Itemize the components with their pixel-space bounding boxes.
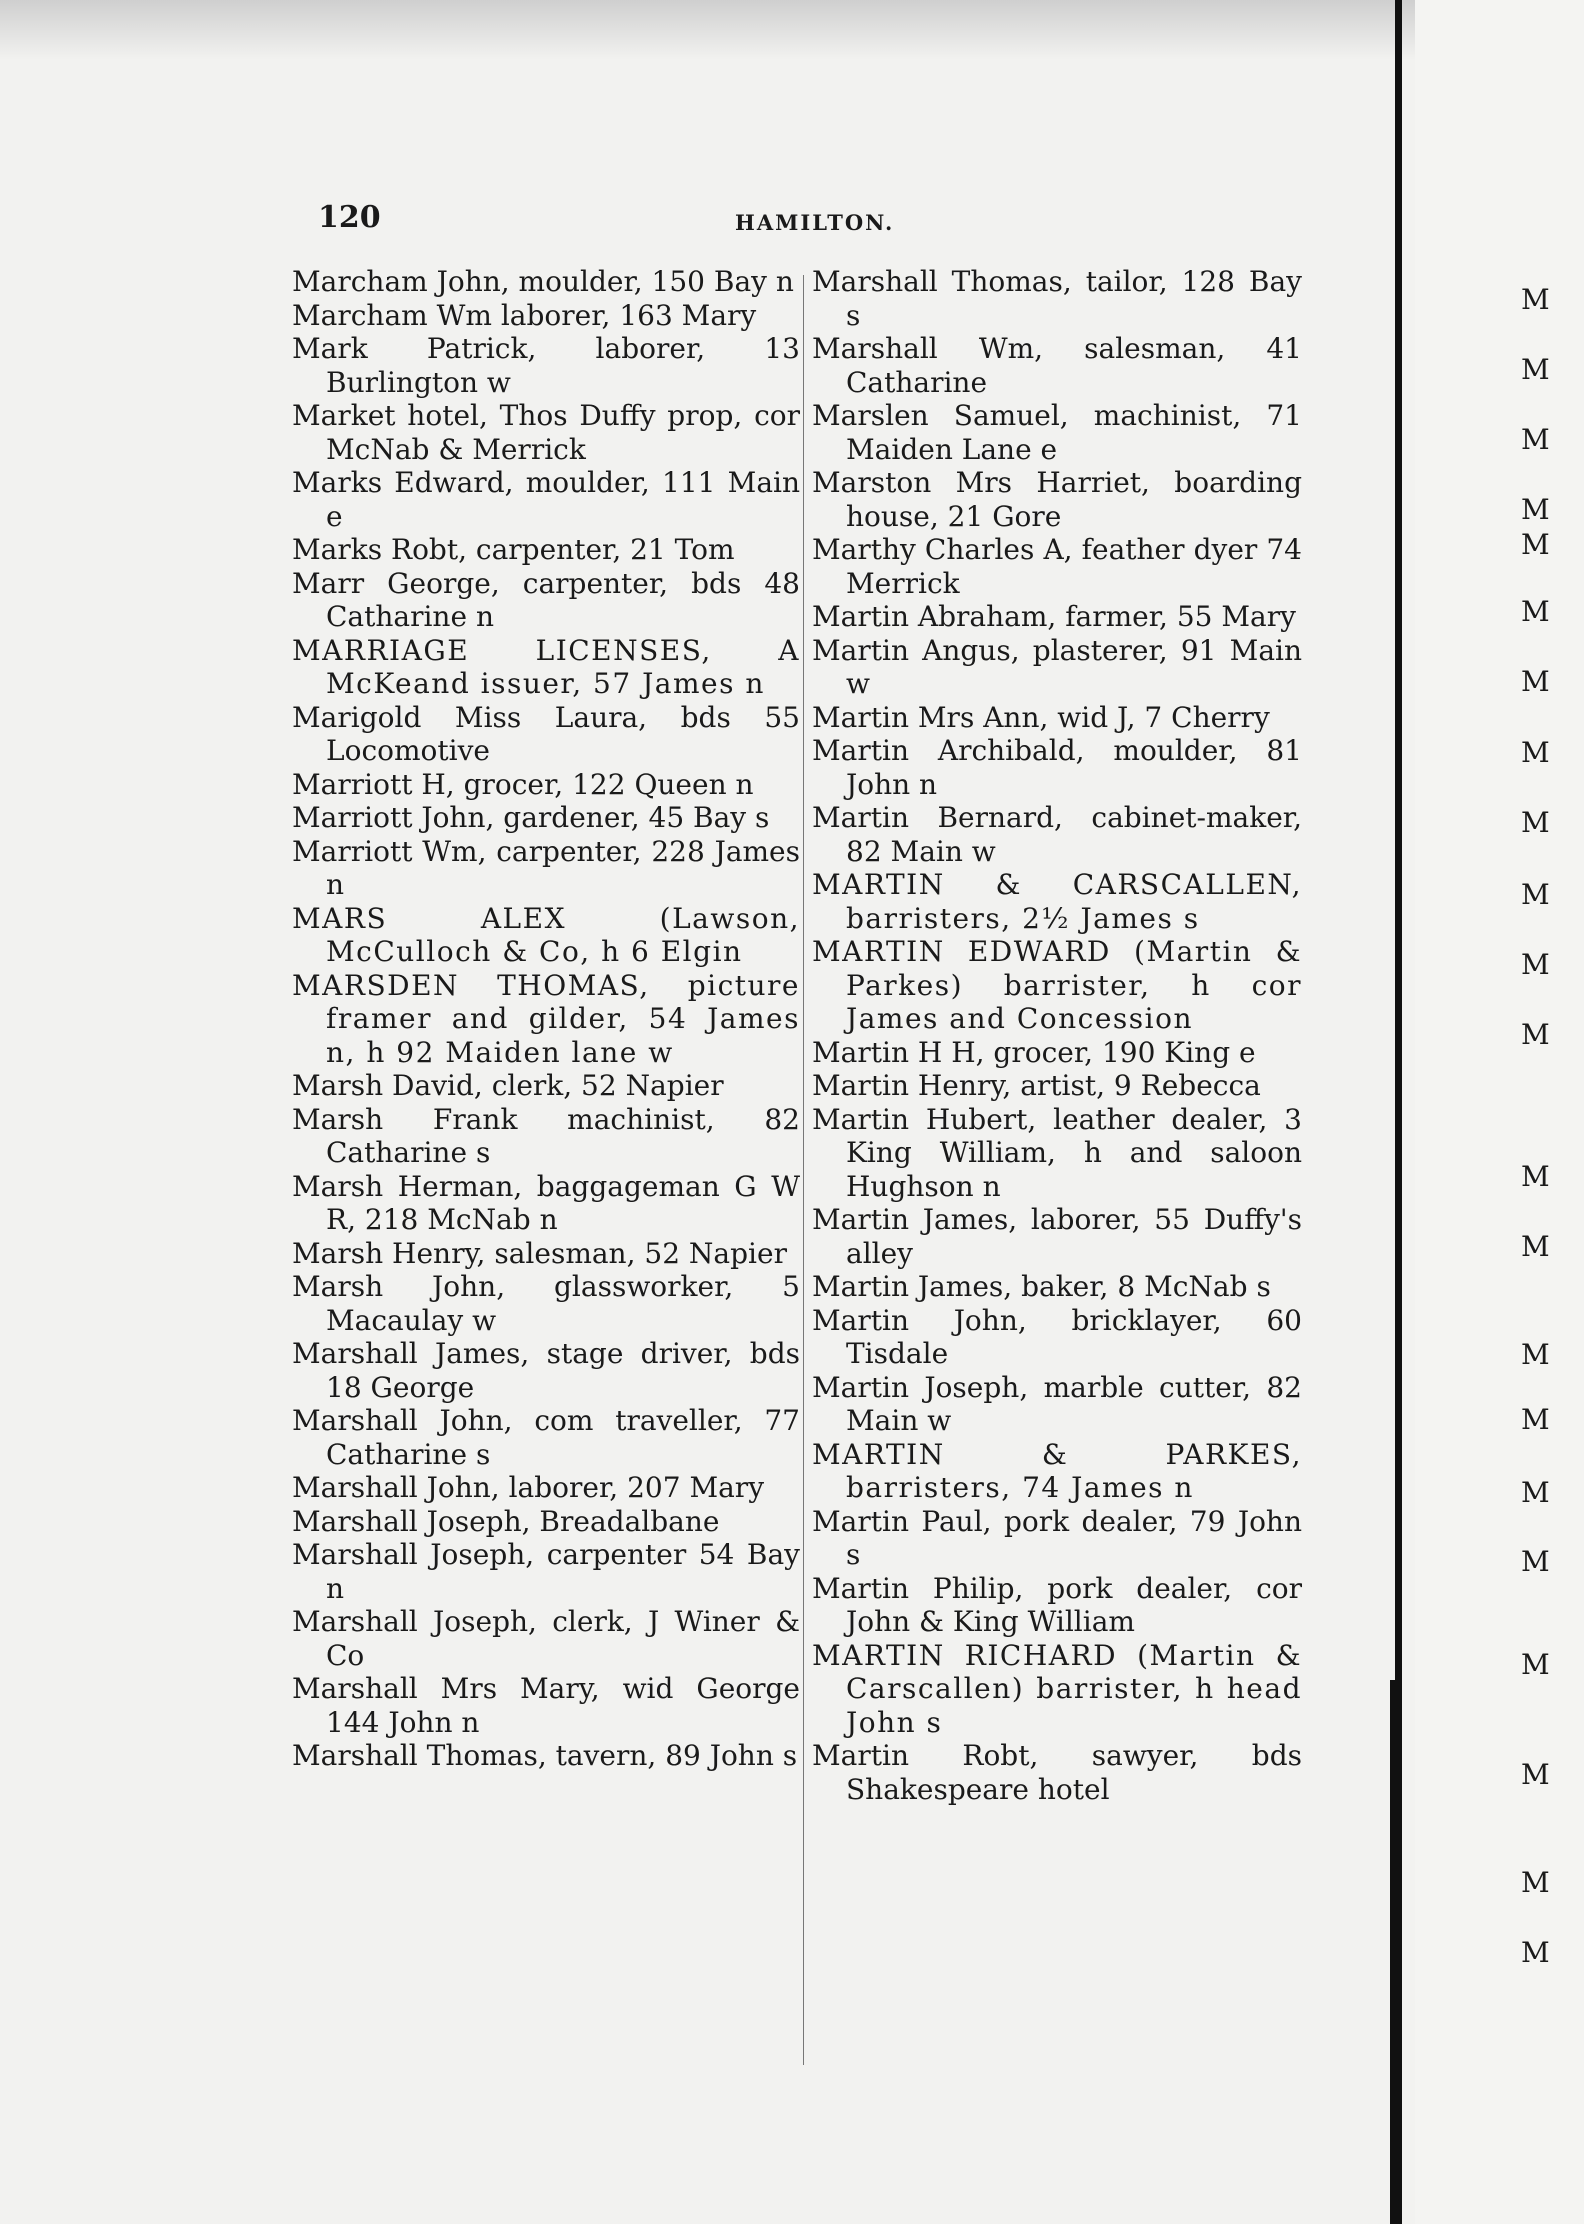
- directory-entry: Martin Hubert, leather dealer, 3 King William, h and saloon Hughson n: [812, 1102, 1302, 1203]
- directory-entry: Marr George, carpenter, bds 48 Catharine n: [292, 566, 800, 633]
- directory-entry: Marshall Joseph, Breadalbane: [292, 1504, 720, 1538]
- directory-entry: Martin John, bricklayer, 60 Tisdale: [812, 1303, 1302, 1370]
- directory-entry: Martin Joseph, marble cutter, 82 Main w: [812, 1370, 1302, 1437]
- directory-entry: Martin Angus, plasterer, 91 Main w: [812, 633, 1302, 700]
- directory-entry: Marsh John, glassworker, 5 Macaulay w: [292, 1270, 800, 1337]
- directory-entry: MARTIN RICHARD (Martin & Carscallen) barrister, h head John s: [812, 1638, 1302, 1739]
- left-column: [292, 265, 800, 1773]
- column-divider: [803, 275, 804, 2065]
- directory-entry: Marsh Frank machinist, 82 Catharine s: [292, 1102, 800, 1169]
- directory-entry: Marigold Miss Laura, bds 55 Locomotive: [292, 700, 800, 767]
- directory-entry: Marsh David, clerk, 52 Napier: [292, 1069, 724, 1102]
- directory-entry: Marshall Thomas, tavern, 89 John s: [292, 1739, 798, 1772]
- directory-entry: MARTIN & PARKES, barristers, 74 James n: [812, 1437, 1302, 1504]
- margin-letter: M: [1521, 595, 1550, 628]
- margin-letter: M: [1521, 1476, 1550, 1509]
- margin-letter: M: [1521, 806, 1550, 839]
- directory-entry: Mark Patrick, laborer, 13 Burlington w: [292, 332, 800, 399]
- directory-entry: Martin James, baker, 8 McNab s: [812, 1270, 1271, 1303]
- directory-entry: Martin Bernard, cabinet-maker, 82 Main w: [812, 801, 1302, 868]
- directory-entry: Martin Philip, pork dealer, cor John & King William: [812, 1571, 1302, 1638]
- margin-letter: M: [1521, 878, 1550, 911]
- page-header: [0, 200, 1380, 240]
- directory-entry: Martin Archibald, moulder, 81 John n: [812, 734, 1302, 801]
- page-number: 120: [318, 200, 381, 235]
- running-title: HAMILTON.: [735, 210, 895, 235]
- directory-entry: Marslen Samuel, machinist, 71 Maiden Lane e: [812, 399, 1302, 466]
- margin-letter: M: [1521, 1018, 1550, 1051]
- directory-entry: MARTIN EDWARD (Martin & Parkes) barrister, h cor James and Concession: [812, 935, 1302, 1035]
- directory-entry: Marshall James, stage driver, bds 18 George: [292, 1337, 800, 1404]
- margin-letter: M: [1521, 283, 1550, 316]
- margin-letter: M: [1521, 736, 1550, 769]
- directory-entry: Marsh Herman, baggageman G W R, 218 McNab n: [292, 1169, 800, 1236]
- margin-letter: M: [1521, 1403, 1550, 1436]
- margin-letter: M: [1521, 1758, 1550, 1791]
- margin-letter: M: [1521, 948, 1550, 981]
- directory-entry: Martin Abraham, farmer, 55 Mary: [812, 600, 1296, 633]
- page-edge-shadow: [0, 0, 1415, 60]
- directory-entry: Marks Edward, moulder, 111 Main e: [292, 466, 800, 533]
- right-column: [812, 265, 1302, 1806]
- margin-letter: M: [1521, 528, 1550, 561]
- margin-letter: M: [1521, 1160, 1550, 1193]
- directory-entry: Marshall Joseph, clerk, J Winer & Co: [292, 1605, 800, 1672]
- binding-gutter-line-lower: [1390, 1680, 1402, 2224]
- directory-entry: Marriott Wm, carpenter, 228 James n: [292, 834, 800, 901]
- directory-entry: MARRIAGE LICENSES, A McKeand issuer, 57 James n: [292, 633, 800, 700]
- directory-entry: Martin H H, grocer, 190 King e: [812, 1035, 1256, 1069]
- directory-entry: Marshall Joseph, carpenter 54 Bay n: [292, 1538, 800, 1605]
- directory-entry: Marks Robt, carpenter, 21 Tom: [292, 533, 735, 566]
- directory-entry: Marcham Wm laborer, 163 Mary: [292, 298, 757, 332]
- directory-entry: Marthy Charles A, feather dyer 74 Merrick: [812, 533, 1302, 600]
- margin-letter: M: [1521, 1338, 1550, 1371]
- margin-letter: M: [1521, 1936, 1550, 1969]
- margin-letter: M: [1521, 1866, 1550, 1899]
- directory-entry: Martin Paul, pork dealer, 79 John s: [812, 1504, 1302, 1571]
- adjacent-page-margin: [1415, 0, 1584, 2224]
- directory-entry: Martin James, laborer, 55 Duffy's alley: [812, 1203, 1302, 1270]
- directory-entry: Marshall Wm, salesman, 41 Catharine: [812, 332, 1302, 399]
- margin-letter: M: [1521, 1545, 1550, 1578]
- margin-letter: M: [1521, 665, 1550, 698]
- directory-entry: Marshall John, laborer, 207 Mary: [292, 1471, 765, 1504]
- directory-entry: Marshall John, com traveller, 77 Catharine s: [292, 1404, 800, 1471]
- directory-entry: Martin Henry, artist, 9 Rebecca: [812, 1069, 1261, 1102]
- directory-entry: MARS ALEX (Lawson, McCulloch & Co, h 6 Elgin: [292, 901, 800, 968]
- directory-entry: Marcham John, moulder, 150 Bay n: [292, 265, 794, 298]
- directory-entry: Marriott H, grocer, 122 Queen n: [292, 767, 754, 801]
- margin-letter: M: [1521, 353, 1550, 386]
- directory-entry: Martin Robt, sawyer, bds Shakespeare hotel: [812, 1739, 1302, 1806]
- directory-entry: MARSDEN THOMAS, picture framer and gilder, 54 James n, h 92 Maiden lane w: [292, 968, 800, 1069]
- directory-entry: Marsh Henry, salesman, 52 Napier: [292, 1236, 787, 1270]
- margin-letter: M: [1521, 1648, 1550, 1681]
- directory-entry: Martin Mrs Ann, wid J, 7 Cherry: [812, 700, 1270, 734]
- directory-entry: Marshall Thomas, tailor, 128 Bay s: [812, 265, 1302, 332]
- margin-letter: M: [1521, 493, 1550, 526]
- margin-letter: M: [1521, 423, 1550, 456]
- directory-entry: Market hotel, Thos Duffy prop, cor McNab & Merrick: [292, 399, 800, 466]
- directory-entry: Marriott John, gardener, 45 Bay s: [292, 801, 770, 834]
- directory-entry: MARTIN & CARSCALLEN, barristers, 2½ James s: [812, 868, 1302, 935]
- directory-entry: Marston Mrs Harriet, boarding house, 21 Gore: [812, 466, 1302, 533]
- margin-letter: M: [1521, 1230, 1550, 1263]
- directory-entry: Marshall Mrs Mary, wid George 144 John n: [292, 1672, 800, 1739]
